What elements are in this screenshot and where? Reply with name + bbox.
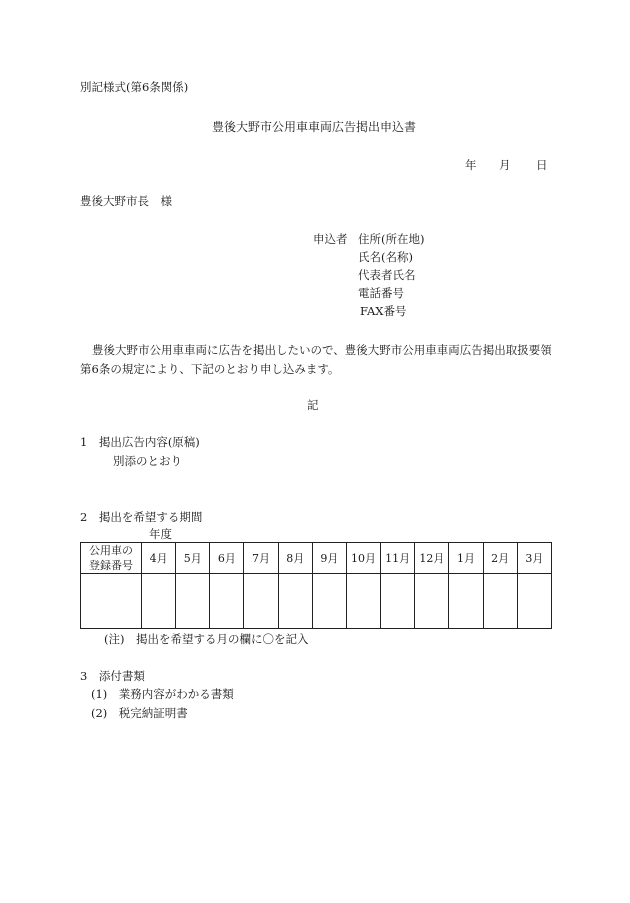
registration-number-cell[interactable]	[81, 574, 142, 629]
applicant-field-fax: FAX番号	[360, 304, 407, 318]
month-cell[interactable]	[176, 574, 210, 629]
month-header: 2月	[483, 543, 517, 574]
document-title: 豊後大野市公用車車両広告掲出申込書	[212, 120, 417, 134]
date-month: 月	[499, 158, 511, 172]
month-header: 12月	[415, 543, 449, 574]
period-table	[80, 542, 552, 629]
registration-number-header: 公用車の 登録番号	[81, 543, 142, 574]
section1-heading: 1 掲出広告内容(原稿)	[80, 435, 200, 449]
applicant-field-address: 住所(所在地)	[358, 232, 425, 246]
table-note: (注) 掲出を希望する月の欄に〇を記入	[104, 632, 309, 646]
month-cell[interactable]	[483, 574, 517, 629]
month-cell[interactable]	[449, 574, 483, 629]
month-cell[interactable]	[415, 574, 449, 629]
month-cell[interactable]	[278, 574, 312, 629]
month-header: 8月	[278, 543, 312, 574]
attachment-item: (2) 税完納証明書	[91, 706, 188, 720]
month-cell[interactable]	[346, 574, 380, 629]
date-day: 日	[536, 158, 548, 172]
section1-content: 別添のとおり	[113, 454, 182, 468]
month-header: 9月	[312, 543, 346, 574]
date-year: 年	[465, 158, 477, 172]
ki-heading: 記	[307, 398, 319, 412]
applicant-field-representative: 代表者氏名	[358, 268, 416, 282]
section3-heading: 3 添付書類	[80, 669, 145, 683]
applicant-field-phone: 電話番号	[358, 286, 404, 300]
form-reference: 別記様式(第6条関係)	[80, 80, 189, 94]
month-cell[interactable]	[312, 574, 346, 629]
month-header: 1月	[449, 543, 483, 574]
attachment-item: (1) 業務内容がわかる書類	[91, 687, 234, 701]
month-header: 4月	[142, 543, 176, 574]
month-header: 3月	[517, 543, 551, 574]
fiscal-year-label: 年度	[149, 527, 172, 541]
month-cell[interactable]	[381, 574, 415, 629]
section2-heading: 2 掲出を希望する期間	[80, 510, 203, 524]
month-header: 10月	[346, 543, 380, 574]
addressee: 豊後大野市長 様	[80, 194, 172, 208]
applicant-label: 申込者	[313, 232, 348, 246]
month-header: 5月	[176, 543, 210, 574]
month-header: 7月	[244, 543, 278, 574]
month-cell[interactable]	[210, 574, 244, 629]
body-text: 豊後大野市公用車車両に広告を掲出したいので、豊後大野市公用車車両広告掲出取扱要領第6条の規定により、下記のとおり申し込みます。	[80, 343, 552, 376]
applicant-field-name: 氏名(名称)	[358, 250, 413, 264]
period-table-entry-row	[81, 574, 552, 629]
month-cell[interactable]	[244, 574, 278, 629]
period-table-header-row	[81, 543, 552, 574]
month-header: 11月	[381, 543, 415, 574]
month-header: 6月	[210, 543, 244, 574]
month-cell[interactable]	[142, 574, 176, 629]
month-cell[interactable]	[517, 574, 551, 629]
